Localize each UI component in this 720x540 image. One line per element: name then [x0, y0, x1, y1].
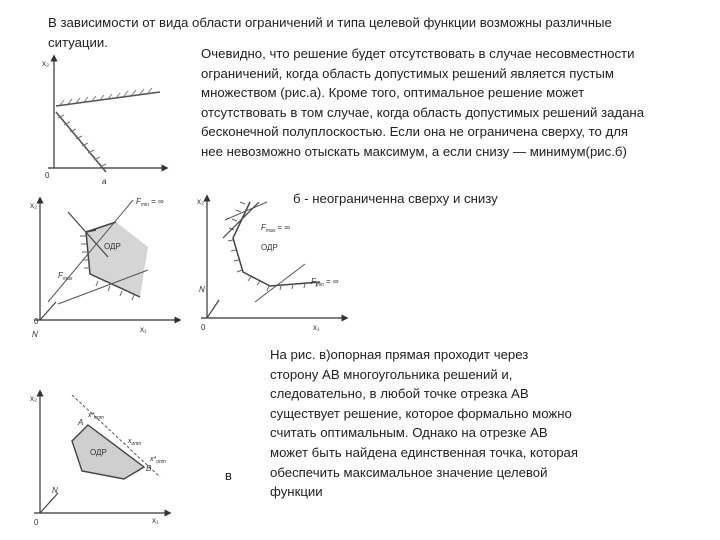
- caption-b: б - неограниченна сверху и снизу: [293, 191, 498, 206]
- axis-x2-label: x₂: [197, 197, 205, 206]
- fmax-label: $F_{max}$: [58, 271, 73, 282]
- origin-label: 0: [45, 171, 50, 180]
- axis-x1-label: x₁: [140, 325, 147, 334]
- xb-label: $x*_{опт}$: [150, 456, 166, 465]
- figure-b-right: [195, 190, 355, 340]
- axis-x2-label: x₂: [30, 394, 38, 403]
- fmax-label: $F_{max}$ = ∞: [261, 223, 290, 234]
- body-text-2: На рис. в)опорная прямая проходит через сторону АВ многоугольника решений и, следовательно, в любой точке отрезка АВ существует решение, которое формально можно считать оптимальным. Однако на отрезке АВ может быть найдена единственная точка, которая обеспечить максимальное значение целевой функции: [270, 347, 579, 500]
- n-label: N: [32, 330, 38, 339]
- figure-c: [28, 385, 178, 533]
- axis-x1-label: x₁: [313, 323, 320, 332]
- origin-label: 0: [201, 323, 206, 332]
- fmin-label: $F_{min}$ = ∞: [311, 277, 339, 288]
- label-a: A: [78, 418, 84, 427]
- odr-label: ОДР: [90, 448, 107, 457]
- intro-text: В зависимости от вида области ограничений и типа целевой функции возможны различные ситуации.: [48, 15, 612, 50]
- figure-a: [30, 50, 170, 190]
- odr-label: ОДР: [261, 243, 278, 252]
- label-v: в: [225, 468, 232, 483]
- odr-label: ОДР: [104, 242, 121, 251]
- label-b: B: [146, 464, 152, 473]
- xa-label: $x*_{опт}$: [88, 412, 104, 421]
- axis-x1-label: x₁: [152, 516, 159, 525]
- n-label: N: [199, 285, 205, 294]
- origin-label: 0: [34, 317, 39, 326]
- axis-x2-label: x₂: [30, 201, 38, 210]
- fmin-label: $F_{min}$ = ∞: [136, 197, 164, 208]
- xm-label: $x_{опт}$: [128, 438, 142, 447]
- label-a: a: [102, 177, 107, 186]
- body-text: Очевидно, что решение будет отсутствовать в случае несовместности ограничений, когда область допустимых решений является пустым множеством (рис.а). Кроме того, оптимальное решение может отсутствовать в том случае, когда область допустимых решений задана бесконечной полуплоскостью. Если она не ограничена сверху, то для нее невозможно отыскать максимум, а если снизу — минимум(рис.б): [201, 46, 645, 159]
- axis-x2-label: x₂: [42, 59, 50, 68]
- figure-b-left: [28, 192, 188, 342]
- n-label: N: [52, 486, 58, 495]
- origin-label: 0: [34, 518, 39, 527]
